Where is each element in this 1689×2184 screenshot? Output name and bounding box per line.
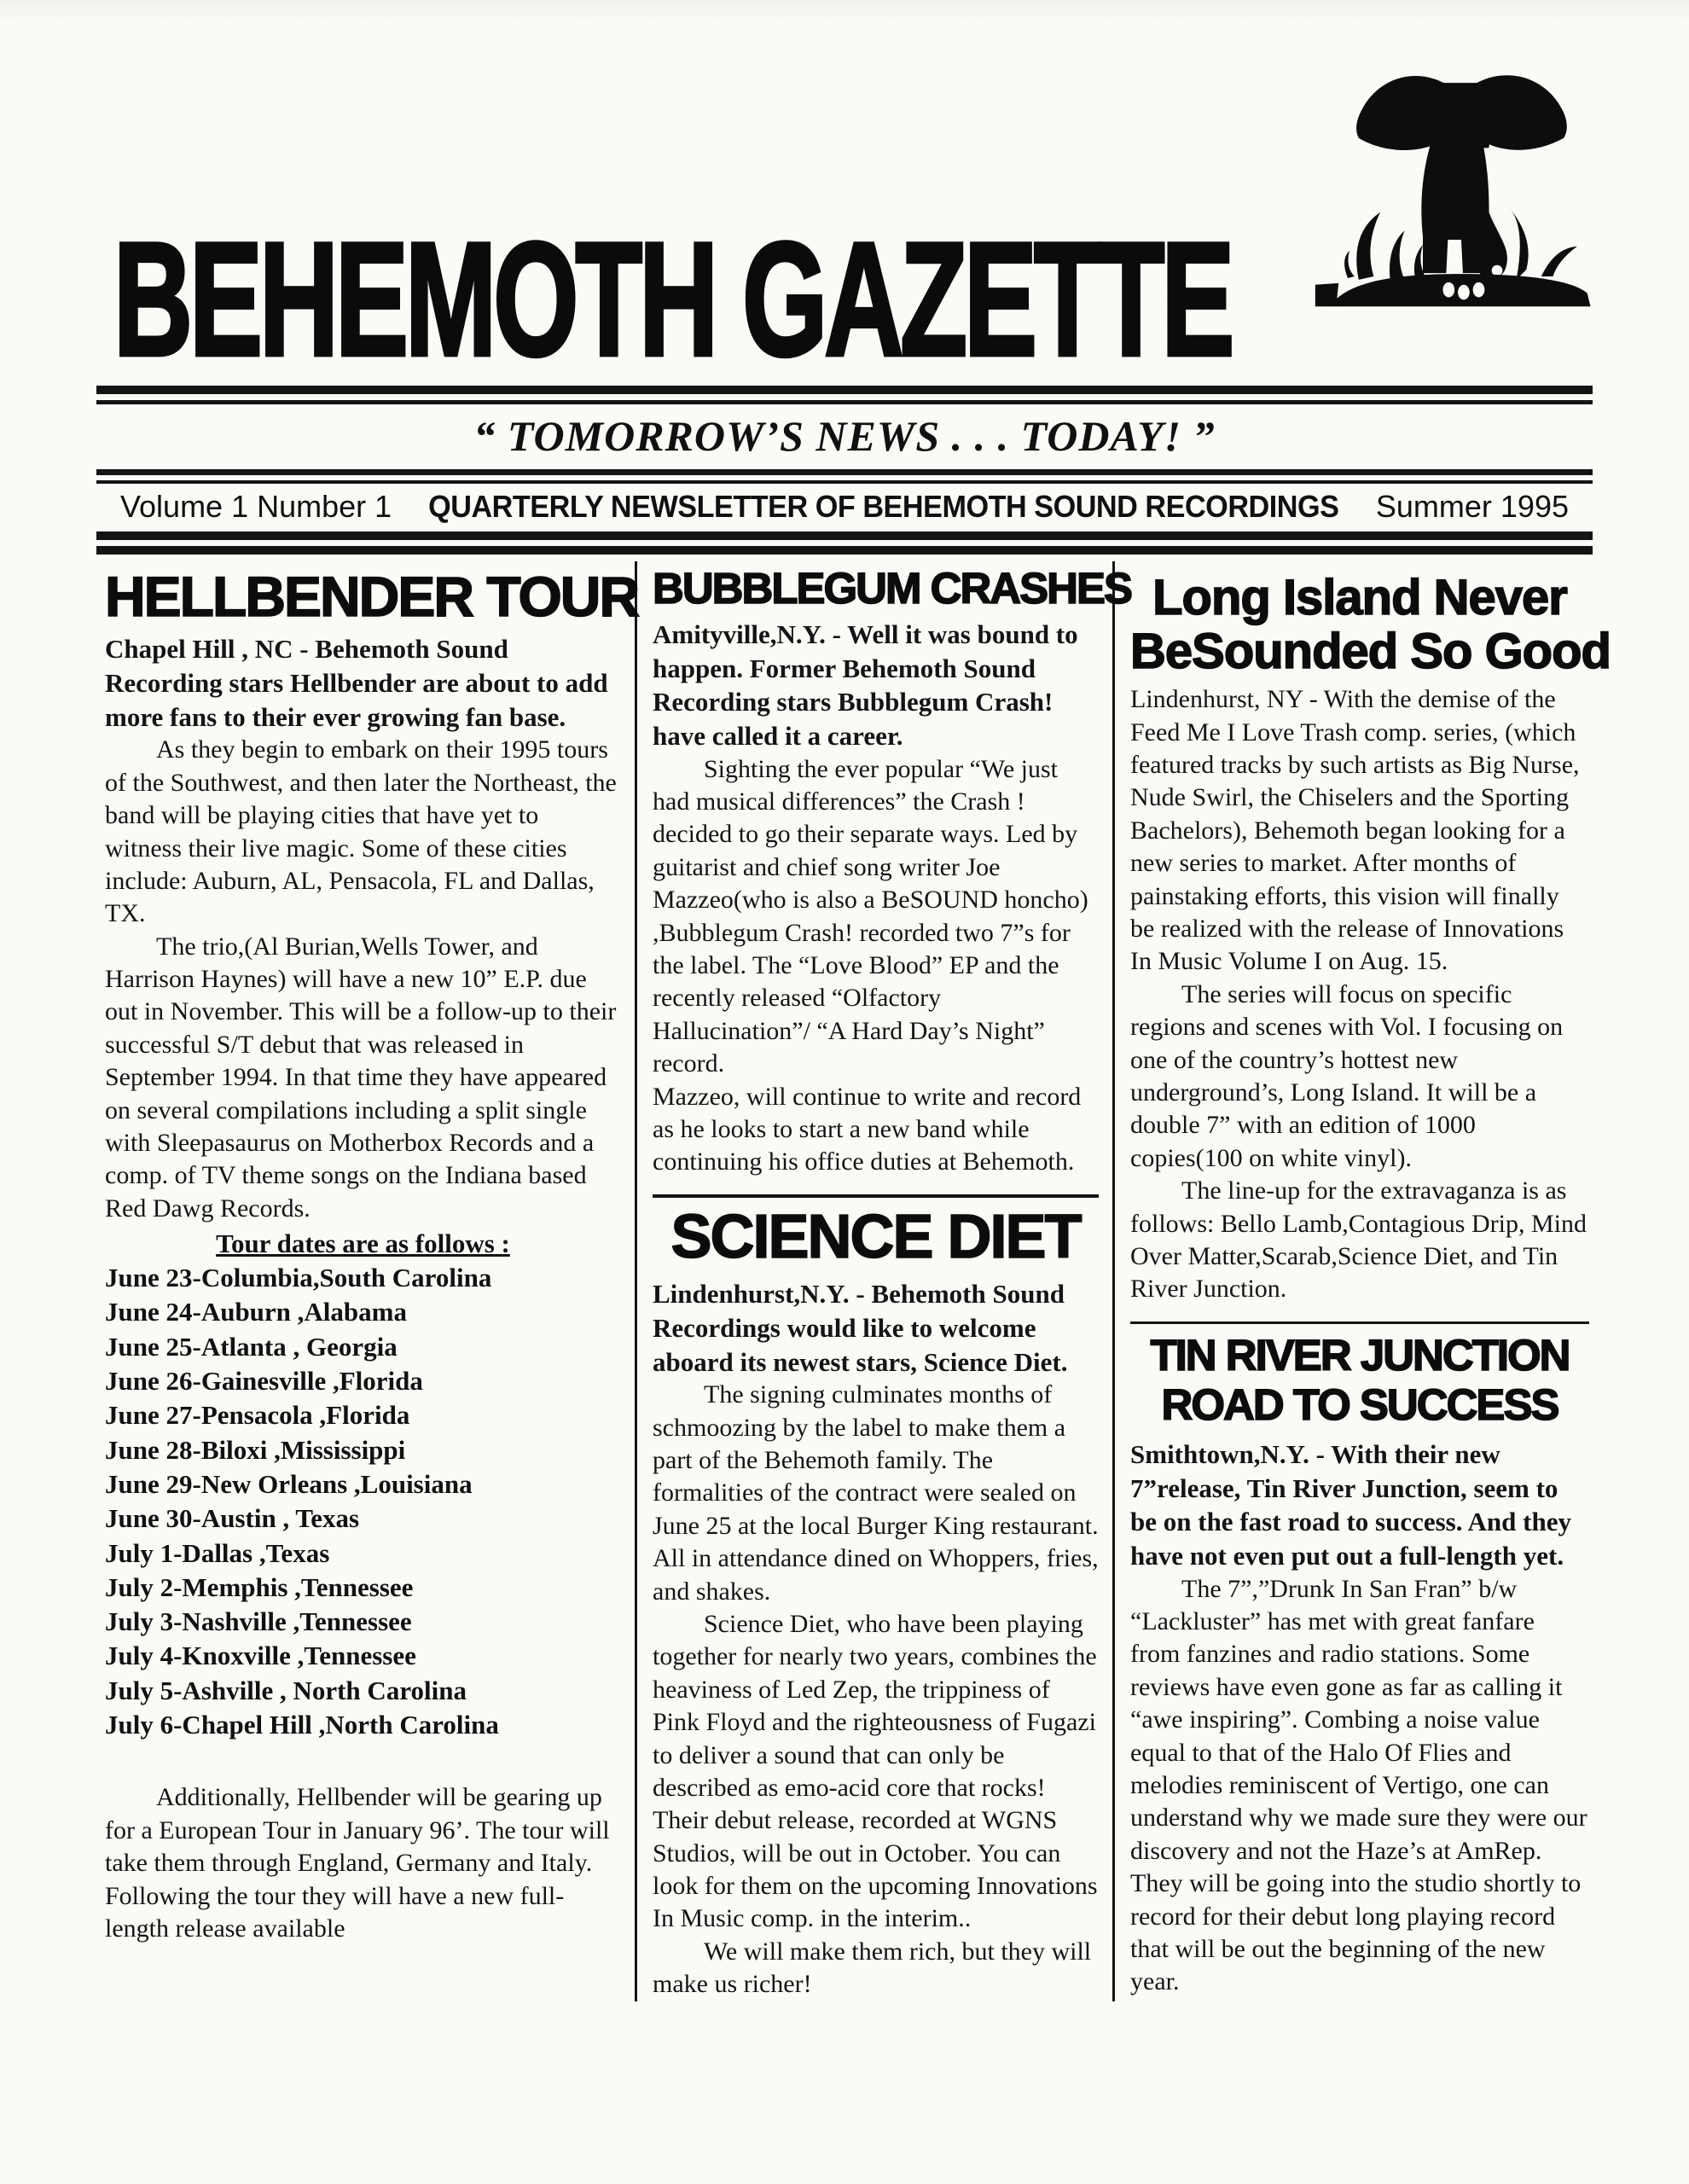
tour-date-item: July 3-Nashville ,Tennessee [105,1606,412,1637]
column-2 [637,561,1132,2001]
tour-date-item: June 25-Atlanta , Georgia [105,1331,398,1362]
masthead [0,0,1689,390]
tin-river-paragraph: The 7”,”Drunk In San Fran” b/w “Lackluster” has met with great fanfare from fanzines and radio stations. Some reviews have even gone as far as calling it “awe inspiring”. Combing a noise value equal to that of the Halo Of Flies and melodies reminiscent of Vertigo, one can understand why we made sure they were our discovery and not the Haze’s at AmRep. They will be going into the studio shortly to record for their debut long playing record that will be out the beginning of the new year. [1130,1574,1587,1996]
tour-date-item: June 23-Columbia,South Carolina [105,1263,492,1293]
hellbender-paragraph: The trio,(Al Burian,Wells Tower, and Harrison Haynes) will have a new 10” E.P. due out in November. This will be a follow-up to their successful S/T debut that was released in September 1994. In that time they have appeared on several compilations including a split single with Sleepasaurus on Motherbox Records and a comp. of TV theme songs on the Indiana based Red Dawg Records. [105,932,617,1223]
tagline-double-rule [96,469,1593,484]
volume-strip [96,484,1593,531]
tour-dates-heading: Tour dates are as follows : [216,1228,510,1259]
tour-date-item: July 2-Memphis ,Tennessee [105,1571,414,1602]
article-divider-rule [1130,1321,1589,1324]
headline-long-island [1130,570,1611,679]
headline-long-island-line2: BeSounded So Good [1130,623,1611,679]
tour-date-item: July 4-Knoxville ,Tennessee [105,1641,416,1671]
science-diet-paragraph: Science Diet, who have been playing together for nearly two years, combines the heaviness of Led Zep, the trippiness of Pink Floyd and the righteousness of Fugazi to deliver a sound that can only be described as emo-acid core that rocks! Their debut release, recorded at WGNS Studios, will be out in October. You can look for them on the upcoming Innovations In Music comp. in the interim.. [653,1609,1098,1933]
columns [96,561,1611,2001]
tin-river-lede: Smithtown,N.Y. - With their new 7”release, Tin River Junction, seem to be on the fast road to success. And they have not even put out a full-length yet. [1130,1438,1571,1571]
volume-number: Volume 1 Number 1 [120,489,392,524]
headline-tin-river-junction [1130,1331,1589,1431]
headline-tin-river-line1: TIN RIVER JUNCTION [1150,1330,1570,1380]
long-island-paragraph: Lindenhurst, NY - With the demise of the Feed Me I Love Trash comp. series, (which featured tracks by such artists as Big Nurse, Nude Swirl, the Chiselers and the Sporting Bachelors), Behemoth began looking for a new series to market. After months of painstaking efforts, this vision will finally be realized with the release of Innovations In Music Volume I on Aug. 15. [1130,685,1580,976]
issue-date: Summer 1995 [1375,489,1569,524]
science-diet-paragraph: The signing culminates months of schmoozing by the label to make them a part of the Behemoth family. The formalities of the contract were sealed on June 25 at the local Burger King restaurant. All in attendance dined on Whoppers, fries, and shakes. [653,1380,1099,1606]
article-divider-rule [653,1194,1099,1198]
tour-date-item: July 1-Dallas ,Texas [105,1537,330,1568]
newsletter-subtitle: QUARTERLY NEWSLETTER OF BEHEMOTH SOUND RECORDINGS [428,489,1339,524]
tour-date-item: July 6-Chapel Hill ,North Carolina [105,1710,499,1740]
paper-title: BEHEMOTH GAZETTE [113,208,1232,390]
headline-hellbender-tour: HELLBENDER TOUR [105,565,639,628]
header-bottom-double-rule [96,531,1593,555]
headline-long-island-line1: Long Island Never [1152,570,1567,625]
long-island-paragraph: The line-up for the extravaganza is as follows: Bello Lamb,Contagious Drip, Mind Over Matter,Scarab,Science Diet, and Tin River Junction. [1130,1176,1587,1304]
tour-dates-list [105,1261,621,1742]
tagline: “ TOMORROW’S NEWS . . . TODAY! ” [473,412,1216,460]
tour-date-item: June 26-Gainesville ,Florida [105,1366,423,1397]
tour-date-item: June 28-Biloxi ,Mississippi [105,1434,406,1465]
column-3 [1115,561,1611,2001]
hellbender-paragraph: Additionally, Hellbender will be gearing up for a European Tour in January 96’. The tour will take them through England, Germany and Italy. Following the tour they will have a new full-length release available [105,1783,610,1943]
headline-bubblegum-crashes: BUBBLEGUM CRASHES [653,564,1132,613]
headline-tin-river-line2: ROAD TO SUCCESS [1161,1380,1558,1430]
science-diet-paragraph: We will make them rich, but they will make us richer! [653,1937,1092,1999]
tour-date-item: July 5-Ashville , North Carolina [105,1675,467,1705]
tour-date-item: June 30-Austin , Texas [105,1503,360,1534]
science-diet-lede: Lindenhurst,N.Y. - Behemoth Sound Recordings would like to welcome aboard its newest stars, Science Diet. [653,1279,1068,1377]
column-1 [96,561,637,2001]
hellbender-lede: Chapel Hill , NC - Behemoth Sound Recording stars Hellbender are about to add more fans to their ever growing fan base. [105,634,608,732]
hellbender-paragraph: As they begin to embark on their 1995 tours of the Southwest, and then later the Northeast, the band will be playing cities that have yet to witness their live magic. Some of these cities include: Auburn, AL, Pensacola, FL and Dallas, TX. [105,735,617,928]
bubblegum-lede: Amityville,N.Y. - Well it was bound to happen. Former Behemoth Sound Recording stars Bubblegum Crash! have called it a career. [653,619,1078,752]
long-island-paragraph: The series will focus on specific regions and scenes with Vol. I focusing on one of the country’s hottest new underground’s, Long Island. It will be a double 7” with an edition of 1000 copies(100 on white vinyl). [1130,979,1564,1172]
tour-date-item: June 27-Pensacola ,Florida [105,1400,410,1431]
bubblegum-paragraph: Sighting the ever popular “We just had musical differences” the Crash ! decided to go their separate ways. Led by guitarist and chief song writer Joe Mazzeo(who is also a BeSOUND honcho) ,Bubblegum Crash! recorded two 7”s for the label. The “Love Blood” EP and the recently released “Olfactory Hallucination”/ “A Hard Day’s Night” record. [653,754,1088,1078]
headline-science-diet: SCIENCE DIET [670,1202,1081,1271]
tour-date-item: June 24-Auburn ,Alabama [105,1297,407,1327]
tour-date-item: June 29-New Orleans ,Louisiana [105,1468,473,1499]
bubblegum-paragraph: Mazzeo, will continue to write and record as he looks to start a new band while continuing his office duties at Behemoth. [653,1082,1082,1176]
elephant-logo-icon [1310,53,1611,350]
